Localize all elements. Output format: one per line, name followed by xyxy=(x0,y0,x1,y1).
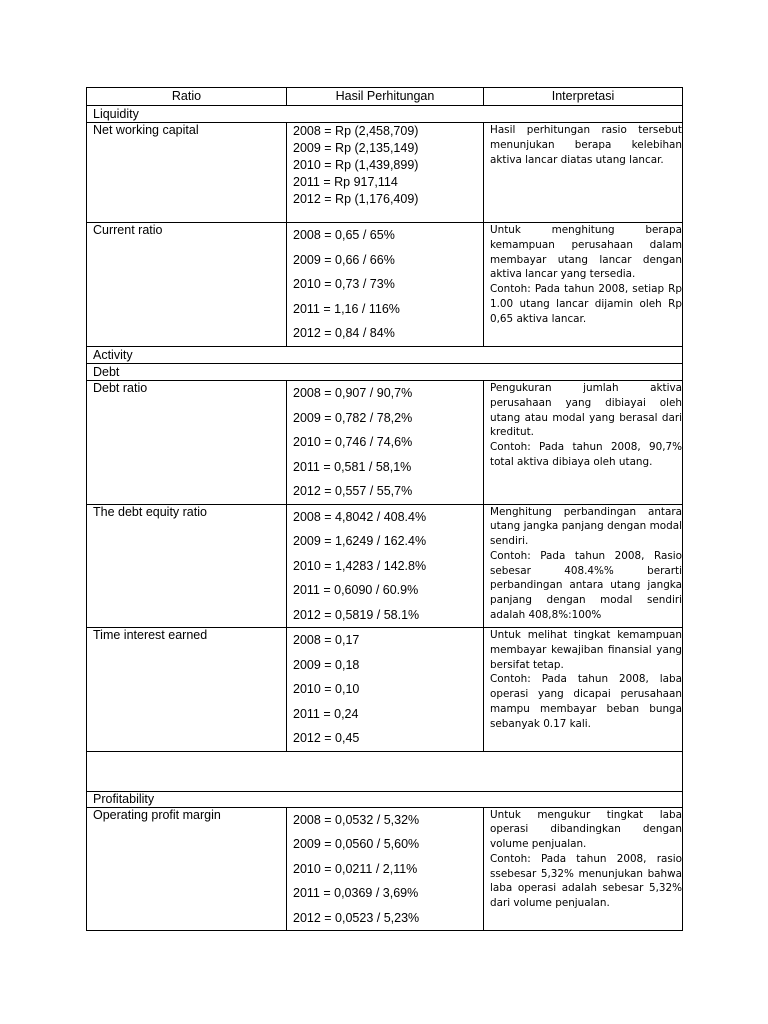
value-2010: 2010 = 0,73 / 73% xyxy=(293,277,395,291)
value-2008: 2008 = 0,65 / 65% xyxy=(293,228,395,242)
value-2011: 2011 = 0,24 xyxy=(293,706,359,721)
interp-text: Untuk mengukur tingkat laba operasi dibandingkan dengan volume penjualan. xyxy=(490,808,682,851)
section-liquidity: Liquidity xyxy=(87,106,683,123)
value-2010: 2010 = 0,0211 / 2,11% xyxy=(293,861,418,876)
interp-example: Contoh: Pada tahun 2008, 90,7% total aktiva dibiaya oleh utang. xyxy=(490,441,682,468)
table-row xyxy=(87,807,683,931)
value-2008: 2008 = 0,0532 / 5,32% xyxy=(293,812,420,827)
value-2011: 2011 = 1,16 / 116% xyxy=(293,301,400,316)
interp-text: Pengukuran jumlah aktiva perusahaan yang dibiayai oleh utang atau modal yang berasal dari kreditut. xyxy=(490,382,682,439)
interpretation xyxy=(484,123,683,223)
spacer-cell xyxy=(87,751,683,791)
value-2012: 2012 = 0,557 / 55,7% xyxy=(293,484,413,498)
value-2011: 2011 = 0,581 / 58,1% xyxy=(293,459,412,474)
value-2009: 2009 = 0,0560 / 5,60% xyxy=(293,837,420,851)
section-row-debt xyxy=(87,364,683,381)
interpretation xyxy=(484,504,683,628)
ratio-values xyxy=(287,628,484,752)
section-debt: Debt xyxy=(87,364,683,381)
ratio-name: The debt equity ratio xyxy=(87,504,287,628)
table-row xyxy=(87,223,683,347)
ratio-values xyxy=(287,807,484,931)
value-2012: 2012 = Rp (1,176,409) xyxy=(293,192,419,206)
interp-example: Contoh: Pada tahun 2008, rasio ssebesar 5,32% menunjukan bahwa laba operasi adalah sebesar 5,32% dari volume penjualan. xyxy=(490,852,682,910)
spacer-row xyxy=(87,751,683,791)
section-row-profitability xyxy=(87,791,683,807)
interpretation xyxy=(484,223,683,347)
interpretation xyxy=(484,628,683,752)
section-row-liquidity xyxy=(87,106,683,123)
section-row-activity xyxy=(87,347,683,364)
interp-text: Menghitung perbandingan antara utang jangka panjang dengan modal sendiri. xyxy=(490,505,682,548)
interpretation xyxy=(484,381,683,505)
value-2009: 2009 = Rp (2,135,149) xyxy=(293,141,419,155)
value-2011: 2011 = 0,6090 / 60.9% xyxy=(293,583,419,597)
interp-text: Untuk melihat tingkat kemampuan membayar kewajiban finansial yang bersifat tetap. xyxy=(490,629,682,671)
ratio-name: Time interest earned xyxy=(87,628,287,752)
ratio-values xyxy=(287,123,484,223)
ratio-values xyxy=(287,223,484,347)
value-2010: 2010 = 0,746 / 74,6% xyxy=(293,435,413,449)
table-row xyxy=(87,381,683,505)
interp-text: Hasil perhitungan rasio tersebut menunjukan berapa kelebihan aktiva lancar diatas utang lancar. xyxy=(490,124,682,166)
ratio-name: Current ratio xyxy=(87,223,287,347)
table-row xyxy=(87,123,683,223)
ratio-name: Operating profit margin xyxy=(87,807,287,931)
interpretation xyxy=(484,807,683,931)
value-2012: 2012 = 0,84 / 84% xyxy=(293,326,395,340)
value-2010: 2010 = 0,10 xyxy=(293,682,360,696)
value-2012: 2012 = 0,45 xyxy=(293,731,360,745)
ratio-name: Net working capital xyxy=(87,123,287,223)
interp-example: Contoh: Pada tahun 2008, setiap Rp 1.00 utang lancar dijamin oleh Rp 0,65 aktiva lancar. xyxy=(490,283,682,325)
header-hasil: Hasil Perhitungan xyxy=(287,88,484,106)
value-2010: 2010 = Rp (1,439,899) xyxy=(293,158,419,172)
value-2012: 2012 = 0,0523 / 5,23% xyxy=(293,910,420,925)
header-row xyxy=(87,88,683,106)
value-2009: 2009 = 0,782 / 78,2% xyxy=(293,410,413,425)
interp-text: Untuk menghitung berapa kemampuan perusahaan dalam membayar utang lancar dengan aktiva lancar yang tersedia. xyxy=(490,224,682,281)
table-row xyxy=(87,628,683,752)
ratio-values xyxy=(287,504,484,628)
table-row xyxy=(87,504,683,628)
header-ratio: Ratio xyxy=(87,88,287,106)
value-2009: 2009 = 0,66 / 66% xyxy=(293,252,395,267)
ratio-table xyxy=(86,87,683,931)
value-2009: 2009 = 1,6249 / 162.4% xyxy=(293,534,427,548)
section-activity: Activity xyxy=(87,347,683,364)
section-profitability: Profitability xyxy=(87,791,683,807)
ratio-name: Debt ratio xyxy=(87,381,287,505)
value-2011: 2011 = Rp 917,114 xyxy=(293,175,398,189)
value-2008: 2008 = 0,907 / 90,7% xyxy=(293,386,413,400)
value-2012: 2012 = 0,5819 / 58.1% xyxy=(293,607,420,622)
value-2011: 2011 = 0,0369 / 3,69% xyxy=(293,886,419,900)
interp-example: Contoh: Pada tahun 2008, Rasio sebesar 408.4%% berarti perbandingan antara utang jangka panjang dengan modal sendiri adalah 408,8%:100% xyxy=(490,549,682,622)
value-2008: 2008 = 4,8042 / 408.4% xyxy=(293,509,427,524)
value-2010: 2010 = 1,4283 / 142.8% xyxy=(293,558,427,573)
interp-example: Contoh: Pada tahun 2008, laba operasi yang dicapai perusahaan mampu membayar beban bunga sebanyak 0.17 kali. xyxy=(490,673,682,730)
value-2008: 2008 = Rp (2,458,709) xyxy=(293,124,419,138)
ratio-values xyxy=(287,381,484,505)
value-2008: 2008 = 0,17 xyxy=(293,633,360,647)
value-2009: 2009 = 0,18 xyxy=(293,657,360,672)
header-interpretasi: Interpretasi xyxy=(484,88,683,106)
